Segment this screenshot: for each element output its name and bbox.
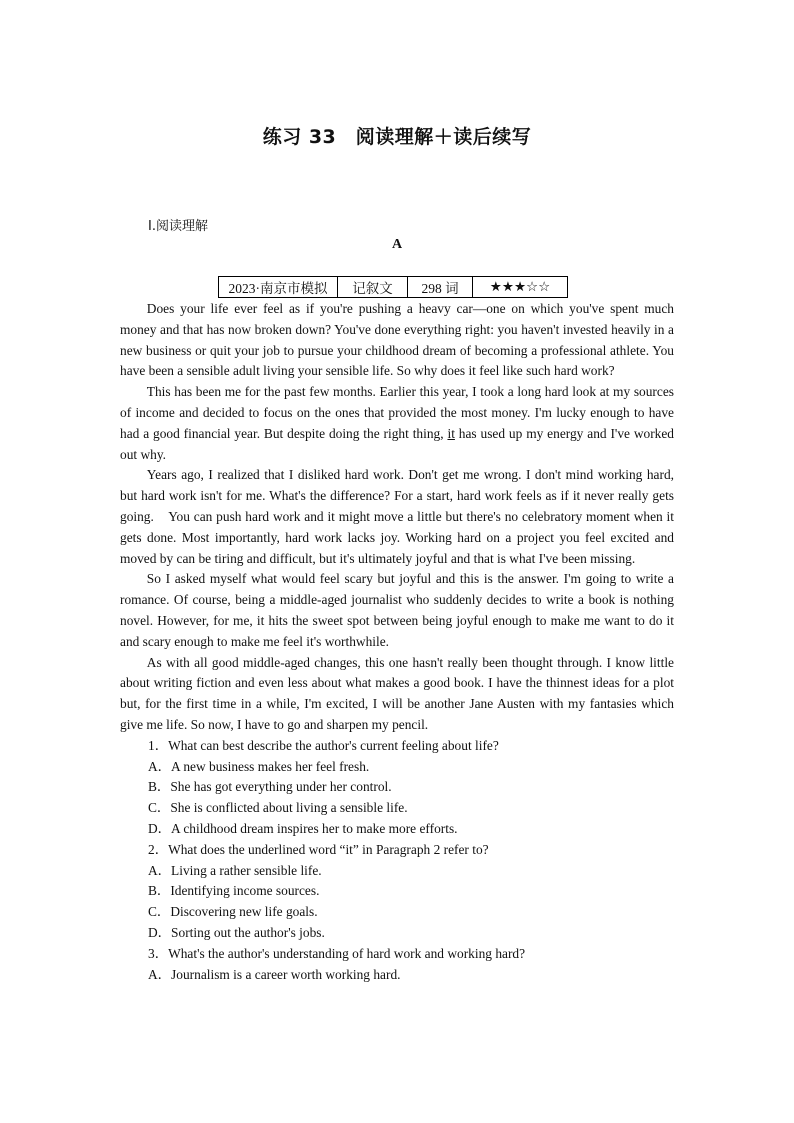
- question-2-option-c: C．Discovering new life goals.: [148, 904, 318, 920]
- question-2-option-b: B．Identifying income sources.: [148, 883, 320, 899]
- page-title: 练习 33 阅读理解＋读后续写: [262, 126, 532, 148]
- paragraph-2: [120, 382, 674, 465]
- passage-body: [120, 299, 674, 985]
- question-1-option-d: D．A childhood dream inspires her to make more efforts.: [148, 820, 458, 836]
- paragraph-1: Does your life ever feel as if you're pushing a heavy car—one on which you've spent much money and that has now broken down? You've done everything right: you haven't invested heavily in a new business or quit your job to pursue your childhood dream of becoming a professional athlete. You have been a sensible adult living your sensible life. So why does it feel like such hard work?: [120, 301, 674, 379]
- info-word-count: 298 词: [408, 277, 473, 298]
- section-label: Ⅰ.阅读理解: [148, 219, 208, 234]
- question-1-option-a: A．A new business makes her feel fresh.: [148, 758, 370, 774]
- question-2-stem: 2．What does the underlined word “it” in Paragraph 2 refer to?: [148, 841, 489, 857]
- passage-label: A: [391, 237, 403, 252]
- info-genre: 记叙文: [338, 277, 408, 298]
- question-3-stem: 3．What's the author's understanding of hard work and working hard?: [148, 945, 526, 961]
- paragraph-5: As with all good middle-aged changes, this one hasn't really been thought through. I know little about writing fiction and even less about what makes a good book. I have the thinnest ideas for a plot but, for the first time in a while, I'm excited, I will be another Jane Austen with my fantasies which give me life. So now, I have to go and sharpen my pencil.: [120, 654, 674, 732]
- question-3-option-a: A．Journalism is a career worth working hard.: [148, 966, 401, 982]
- question-1-option-c: C．She is conflicted about living a sensible life.: [148, 800, 408, 816]
- underlined-word-it: it: [447, 425, 455, 441]
- paragraph-2-text-b: has used up my energy and I've worked out why.: [120, 425, 674, 462]
- paragraph-3: Years ago, I realized that I disliked hard work. Don't get me wrong. I don't mind working hard, but hard work isn't for me. What's the difference? For a start, hard work feels as if it never really gets going. You can push hard work and it might move a little but there's no celebratory moment when it gets done. Most importantly, hard work lacks joy. Working hard on a project you feel excited and moved by can be tiring and difficult, but it's ultimately joyful and that is what I've been missing.: [120, 467, 674, 566]
- question-2-option-a: A．Living a rather sensible life.: [148, 862, 322, 878]
- info-source: 2023·南京市模拟: [219, 277, 338, 298]
- question-1-option-b: B．She has got everything under her control.: [148, 779, 392, 795]
- info-difficulty: ★★★☆☆: [473, 277, 568, 298]
- paragraph-4: So I asked myself what would feel scary but joyful and this is the answer. I'm going to write a romance. Of course, being a middle-aged journalist who suddenly decides to write a book is nothing novel. However, for me, it hits the sweet spot between being joyful enough to make me want to do it and scary enough to make me feel it's worthwhile.: [120, 571, 674, 649]
- paragraph-2-text-a: This has been me for the past few months. Earlier this year, I took a long hard look at my sources of income and decided to focus on the ones that provided the most money. I'm lucky enough to have had a good financial year. But despite doing the right thing,: [120, 384, 674, 441]
- passage-info-table: [218, 276, 568, 298]
- question-1-stem: 1．What can best describe the author's current feeling about life?: [148, 737, 499, 753]
- question-2-option-d: D．Sorting out the author's jobs.: [148, 924, 325, 940]
